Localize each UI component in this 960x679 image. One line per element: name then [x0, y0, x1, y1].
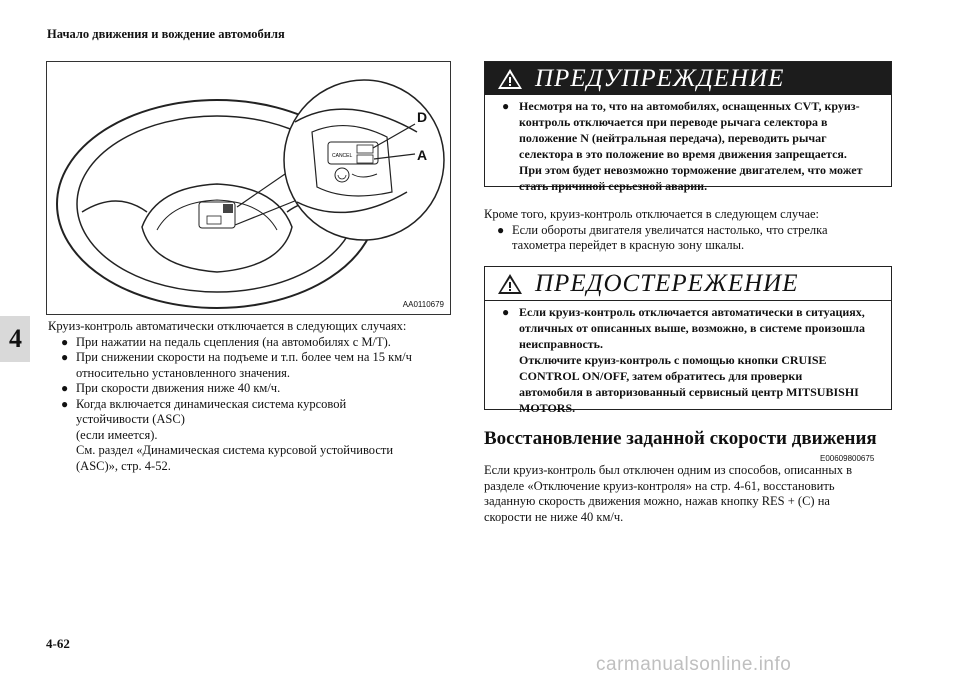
- warning-line: селектора в это положение во время движения запрещается.: [519, 147, 847, 161]
- list-item-continuation: относительно установленного значения.: [76, 365, 291, 380]
- list-item: ● Если круиз-контроль отключается автоматически в ситуациях,: [502, 305, 865, 319]
- list-item: ● При снижении скорости на подъеме и т.п. более чем на 15 км/ч: [61, 350, 412, 364]
- list-item: ● Если обороты двигателя увеличатся настолько, что стрелка: [497, 222, 828, 237]
- additional-cancel-intro: Кроме того, круиз-контроль отключается в следующем случае:: [484, 207, 820, 221]
- watermark: carmanualsonline.info: [596, 654, 792, 675]
- additional-cancel-text: [484, 207, 904, 254]
- chapter-number: 4: [9, 324, 22, 353]
- list-item-continuation: См. раздел «Динамическая система курсовой устойчивости: [76, 443, 394, 457]
- figure-code: AA0110679: [402, 300, 444, 309]
- caution-line: Отключите круиз-контроль с помощью кнопки CRUISE: [519, 353, 827, 367]
- caution-line: MOTORS.: [519, 401, 576, 415]
- chapter-tab: [0, 316, 30, 362]
- warning-title: ПРЕДУПРЕЖДЕНИЕ: [535, 65, 785, 92]
- label-a: A: [417, 147, 428, 163]
- caution-line: неисправность.: [519, 337, 604, 351]
- caution-line: CONTROL ON/OFF, затем обратитесь для проверки: [519, 369, 803, 383]
- list-item: ● При скорости движения ниже 40 км/ч.: [61, 381, 281, 395]
- steering-wheel-figure: [46, 61, 451, 315]
- warning-header: [485, 62, 891, 95]
- caution-title: ПРЕДОСТЕРЕЖЕНИЕ: [535, 270, 799, 297]
- list-item: ● Когда включается динамическая система курсовой: [61, 396, 347, 411]
- warning-triangle-icon: [497, 68, 523, 90]
- auto-cancel-intro: Круиз-контроль автоматически отключается в следующих случаях:: [48, 319, 407, 333]
- caution-header: [485, 267, 891, 301]
- list-item-continuation: тахометра перейдет в красную зону шкалы.: [512, 238, 745, 252]
- cancel-button-label: CANCEL: [332, 153, 353, 159]
- list-item-continuation: (ASC)», стр. 4-52.: [76, 458, 171, 473]
- section-line: заданную скорость движения можно, нажав кнопку RES + (C) на: [484, 494, 830, 508]
- warning-box: [484, 61, 892, 193]
- page-header: Начало движения и вождение автомобиля: [47, 27, 285, 41]
- list-item: ● Несмотря на то, что на автомобилях, оснащенных CVT, круиз-: [502, 99, 860, 113]
- caution-triangle-icon: [497, 273, 523, 295]
- section-body: [484, 463, 904, 525]
- page-number: 4-62: [46, 636, 70, 651]
- section-title: Восстановление заданной скорости движения: [484, 428, 877, 449]
- label-d: D: [417, 109, 428, 125]
- caution-line: отличных от описанных выше, возможно, в системе произошла: [519, 321, 865, 335]
- section-line: Если круиз-контроль был отключен одним из способов, описанных в: [484, 463, 853, 477]
- list-item: ● При нажатии на педаль сцепления (на автомобилях с М/Т).: [61, 334, 391, 349]
- steering-wheel-illustration: [47, 62, 452, 316]
- caution-body: [485, 301, 891, 420]
- list-item-continuation: устойчивости (ASC): [76, 412, 185, 426]
- warning-line: стать причиной серьезной аварии.: [519, 179, 708, 193]
- warning-line: положение N (нейтральная передача), переводить рычаг: [519, 131, 827, 145]
- auto-cancel-list: [48, 319, 458, 474]
- warning-line: контроль отключается при переводе рычага селектора в: [519, 115, 828, 129]
- caution-line: автомобиля в авторизованный сервисный центр MITSUBISHI: [519, 385, 859, 399]
- warning-body: [485, 95, 891, 198]
- section-code: E00609800675: [820, 454, 875, 463]
- list-item-continuation: (если имеется).: [76, 427, 158, 442]
- warning-line: При этом будет невозможно торможение двигателем, что может: [519, 163, 863, 177]
- section-line: скорости не ниже 40 км/ч.: [484, 509, 624, 524]
- section-line: разделе «Отключение круиз-контроля» на стр. 4-61, восстановить: [484, 478, 835, 493]
- caution-box: [484, 266, 892, 415]
